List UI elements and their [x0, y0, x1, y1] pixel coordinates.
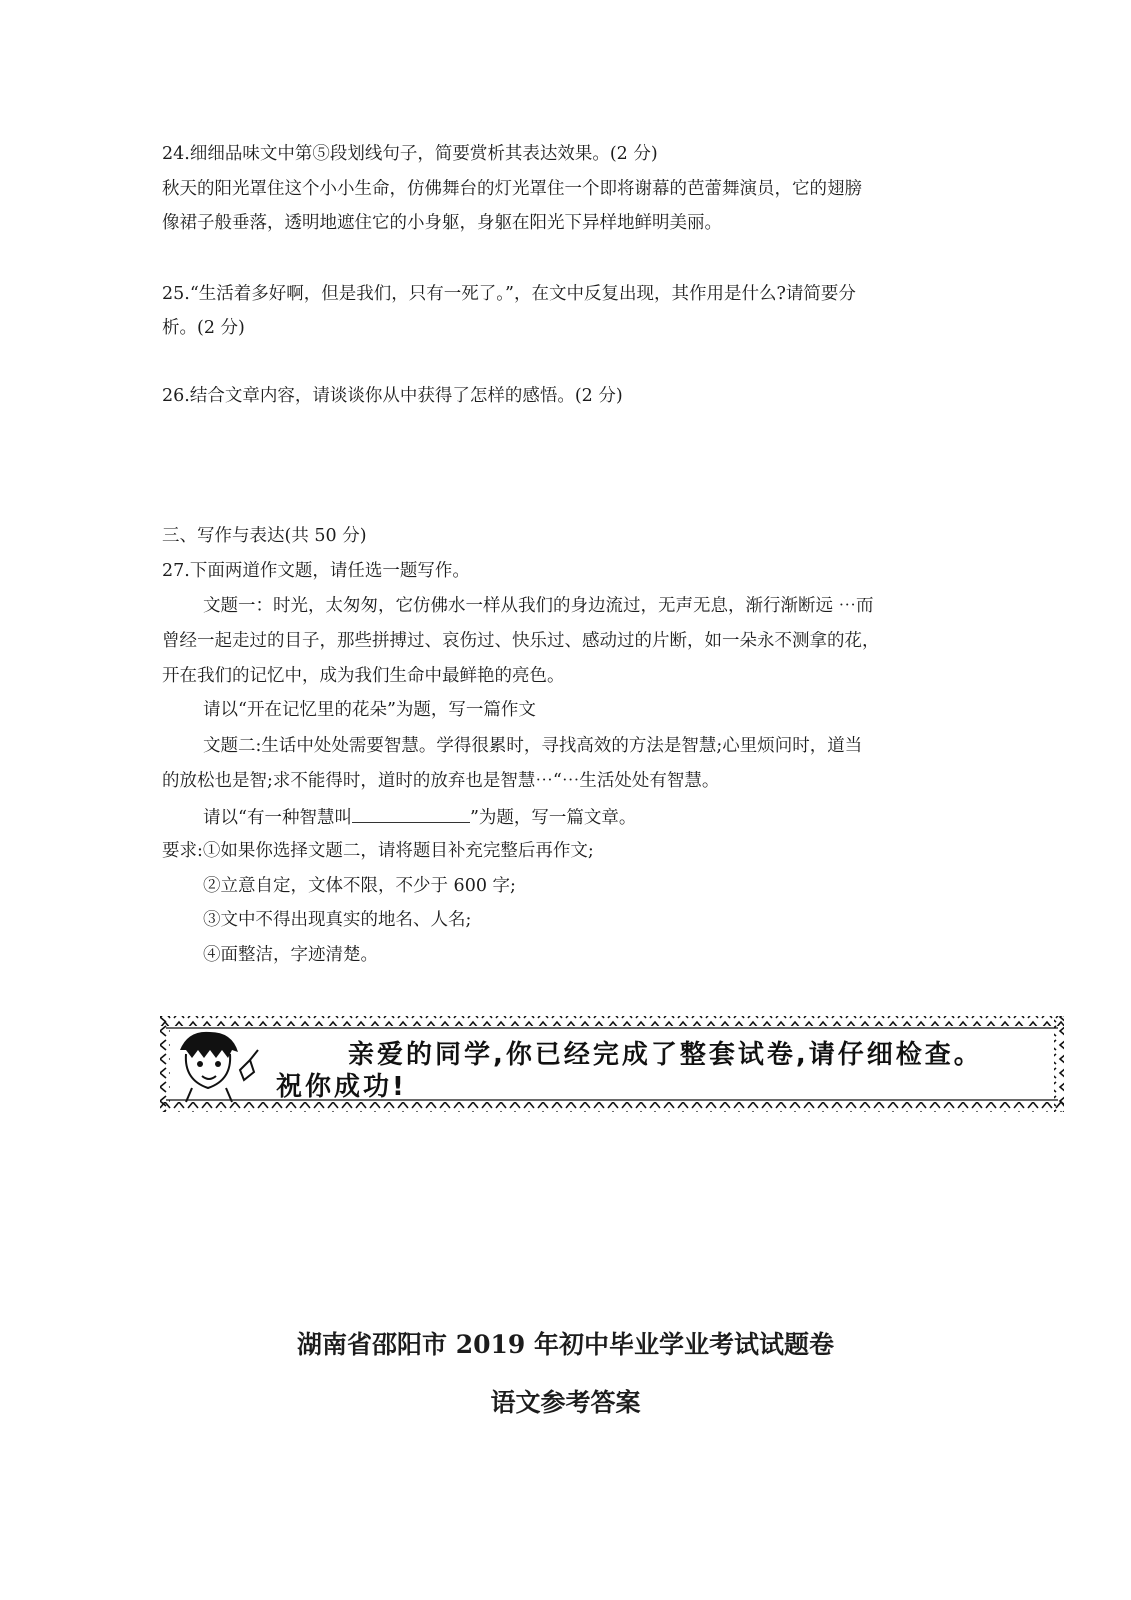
q26-line1: 26.结合文章内容，请谈谈你从中获得了怎样的感悟。(2 分) — [162, 386, 623, 406]
topic2-task-before: 请以“有一种智慧叫 — [203, 808, 352, 828]
q24-prompt: 24.细细品味文中第⑤段划线句子，简要赏析其表达效果。(2 分) — [162, 144, 658, 164]
requirement-4: ④面整洁，字迹清楚。 — [203, 945, 378, 965]
topic1-task: 请以“开在记忆里的花朵”为题，写一篇作文 — [203, 700, 536, 720]
topic2-task-after: ”为题，写一篇文章。 — [469, 808, 637, 828]
requirement-3: ③文中不得出现真实的地名、人名; — [203, 910, 472, 930]
cartoon-student-icon — [180, 1032, 258, 1102]
q27-intro: 27.下面两道作文题，请任选一题写作。 — [162, 561, 470, 581]
topic2-task — [203, 804, 636, 830]
topic2-line1: 文题二:生话中处处需要智慧。学得很累时，寻找高效的方法是智慧;心里烦问时，道当 — [203, 736, 863, 756]
answer-key-title: 湖南省邵阳市 2019 年初中毕业学业考试试题卷 — [297, 1330, 834, 1359]
banner-wish: 祝你成功! — [276, 1072, 407, 1102]
topic1-line3: 开在我们的记忆中，成为我们生命中最鲜艳的亮色。 — [162, 666, 565, 686]
topic2-line2: 的放松也是智;求不能得时，道时的放弃也是智慧⋯“⋯生活处处有智慧。 — [162, 771, 720, 791]
q25-line1: 25.“生活着多好啊，但是我们，只有一死了。”，在文中反复出现，其作用是什么?请简要分 — [162, 284, 856, 304]
answer-key-subtitle: 语文参考答案 — [490, 1388, 641, 1417]
topic1-line1: 文题一：时光，太匆匆，它仿佛水一样从我们的身边流过，无声无息，渐行渐断远 ⋯而 — [203, 596, 874, 616]
fill-in-blank — [352, 804, 470, 823]
congratulation-banner — [158, 1010, 1066, 1118]
writing-section-heading: 三、写作与表达(共 50 分) — [162, 526, 367, 546]
q24-sentence-line1: 秋天的阳光罩住这个小小生命，仿佛舞台的灯光罩住一个即将谢幕的芭蕾舞演员，它的翅膀 — [162, 179, 862, 199]
q25-line2: 析。(2 分) — [162, 318, 245, 338]
topic1-line2: 曾经一起走过的目子，那些拼搏过、哀伤过、快乐过、感动过的片断，如一朵永不测拿的花， — [162, 631, 880, 651]
q24-sentence-line2: 像裙子般垂落，透明地遮住它的小身躯，身躯在阳光下异样地鲜明美丽。 — [162, 213, 722, 233]
requirement-1: 要求:①如果你选择文题二，请将题目补充完整后再作文; — [162, 841, 594, 861]
requirement-2: ②立意自定，文体不限，不少于 600 字; — [203, 876, 516, 896]
banner-message: 亲爱的同学,你已经完成了整套试卷,请仔细检查。 — [348, 1040, 983, 1070]
